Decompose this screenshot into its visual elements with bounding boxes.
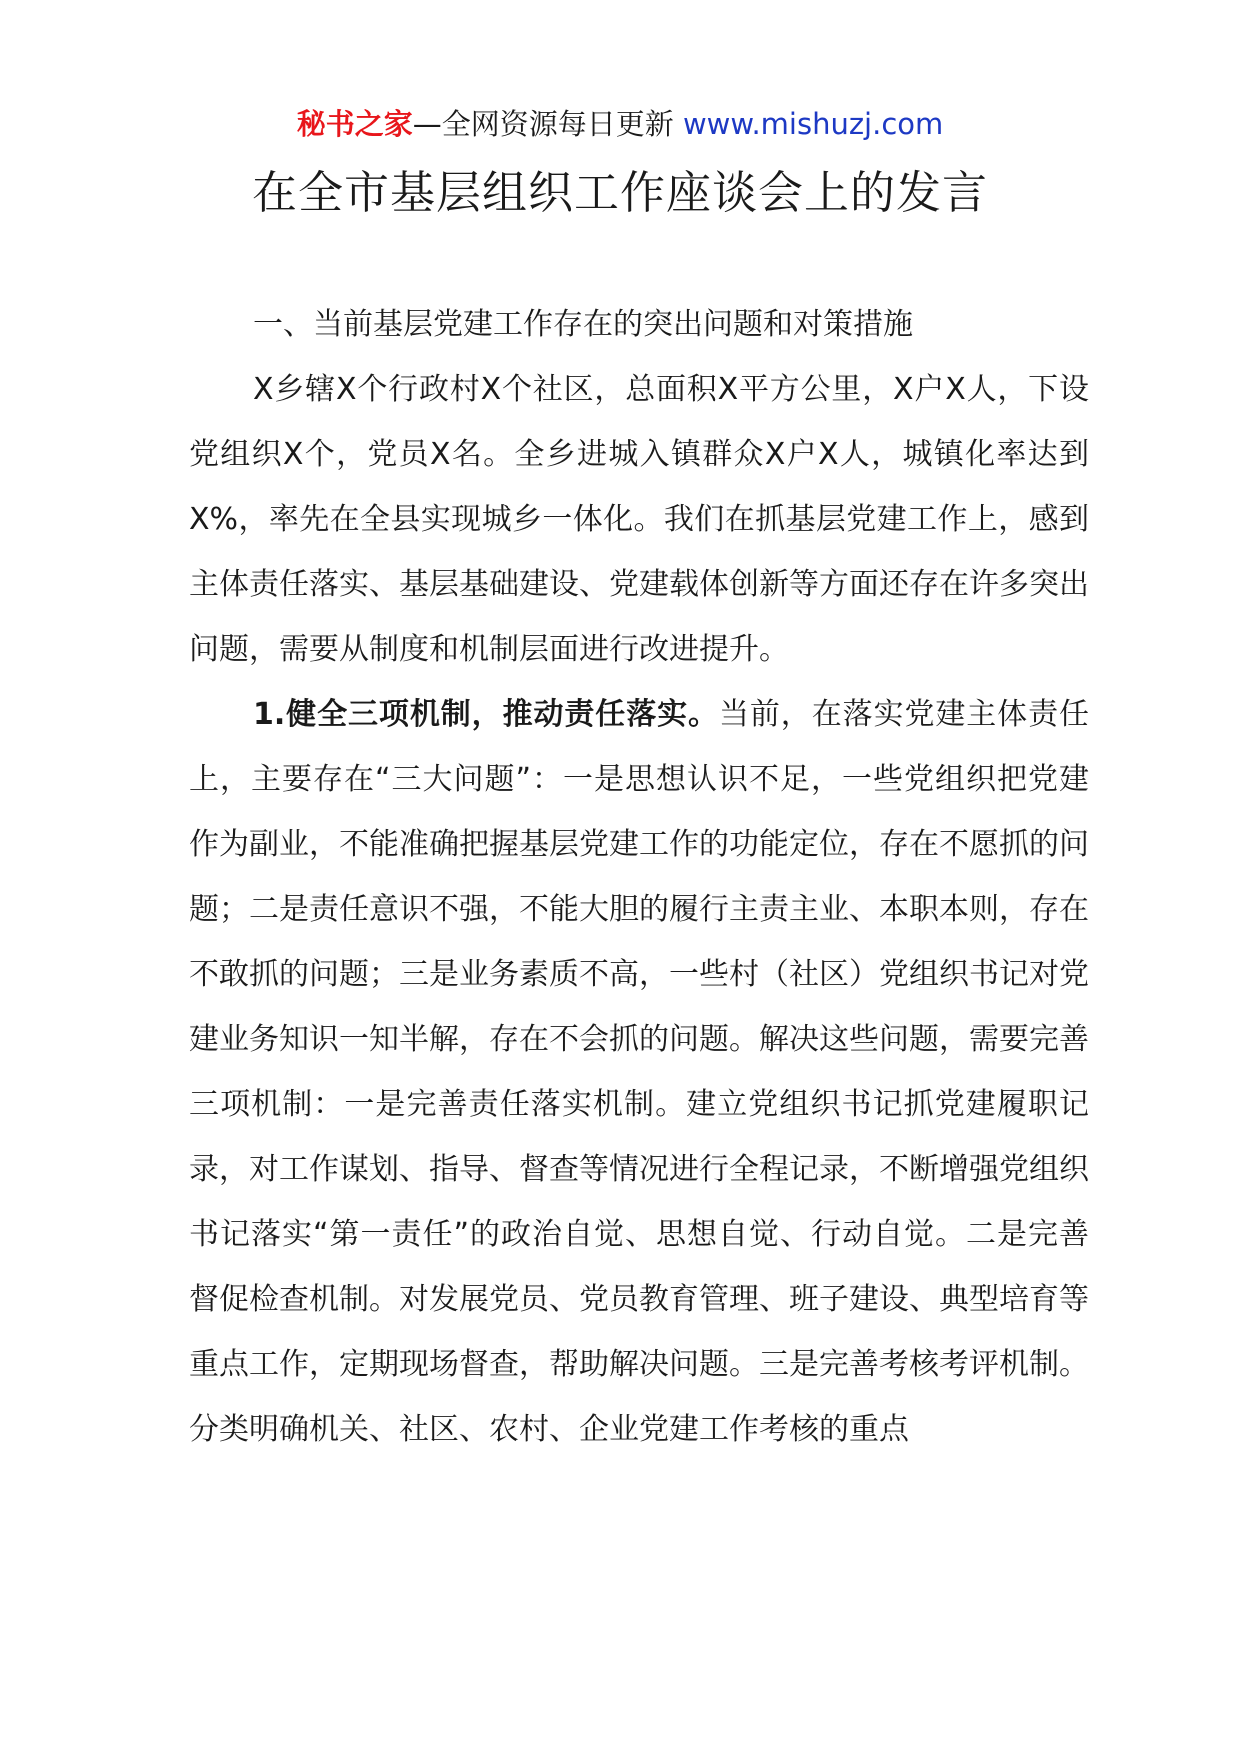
site-header — [0, 102, 1240, 146]
site-url-link[interactable]: www.mishuzj.com — [682, 107, 944, 141]
point-1-body: 当前，在落实党建主体责任上，主要存在“三大问题”：一是思想认识不足，一些党组织把党建作为副业，不能准确把握基层党建工作的功能定位，存在不愿抓的问题；二是责任意识不强，不能大胆的履行主责主业、本职本则，存在不敢抓的问题；三是业务素质不高，一些村（社区）党组织书记对党建业务知识一知半解，存在不会抓的问题。解决这些问题，需要完善三项机制：一是完善责任落实机制。建立党组织书记抓党建履职记录，对工作谋划、指导、督查等情况进行全程记录，不断增强党组织书记落实“第一责任”的政治自觉、思想自觉、行动自觉。二是完善督促检查机制。对发展党员、党员教育管理、班子建设、典型培育等重点工作，定期现场督查，帮助解决问题。三是完善考核考评机制。分类明确机关、社区、农村、企业党建工作考核的重点 — [189, 697, 1090, 1447]
intro-paragraph: X乡辖X个行政村X个社区，总面积X平方公里，X户X人，下设党组织X个，党员X名。全乡进城入镇群众X户X人，城镇化率达到X%，率先在全县实现城乡一体化。我们在抓基层党建工作上，感到主体责任落实、基层基础建设、党建载体创新等方面还存在许多突出问题，需要从制度和机制层面进行改进提升。 — [189, 372, 1089, 667]
document-body — [189, 292, 1089, 1462]
brand-name: 秘书之家 — [296, 107, 413, 141]
point-1-lead: 1.健全三项机制，推动责任落实。 — [253, 697, 719, 732]
header-tagline: —全网资源每日更新 — [412, 107, 674, 141]
document-title: 在全市基层组织工作座谈会上的发言 — [251, 166, 988, 219]
section-heading: 一、当前基层党建工作存在的突出问题和对策措施 — [253, 307, 913, 342]
point-1-paragraph — [189, 682, 1089, 1462]
